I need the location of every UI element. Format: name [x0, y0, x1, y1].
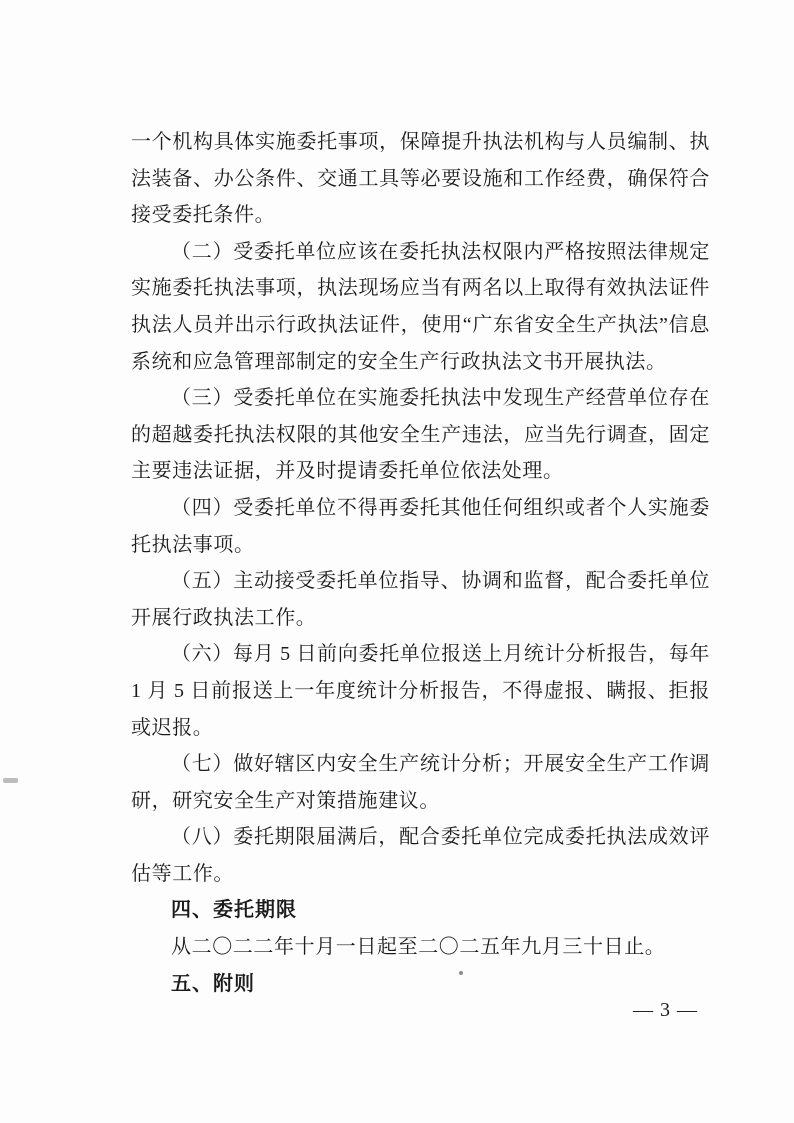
paragraph: （五）主动接受委托单位指导、协调和监督，配合委托单位开展行政执法工作。 — [131, 570, 710, 629]
paragraph: 一个机构具体实施委托事项，保障提升执法机构与人员编制、执法装备、办公条件、交通工具等必要设施和工作经费，确保符合接受委托条件。 — [131, 131, 710, 227]
section-heading: 四、委托期限 — [171, 899, 297, 922]
scan-artifact-smudge — [3, 778, 18, 783]
document-body — [131, 124, 710, 1002]
paragraph: （八）委托期限届满后，配合委托单位完成委托执法成效评估等工作。 — [131, 826, 710, 885]
paragraph: （二）受委托单位应该在委托执法权限内严格按照法律规定实施委托执法事项，执法现场应当有两名以上取得有效执法证件执法人员并出示行政执法证件，使用“广东省安全生产执法”信息系统和应急管理部制定的安全生产行政执法文书开展执法。 — [131, 240, 710, 373]
section-heading: 五、附则 — [171, 972, 255, 995]
paragraph: 从二〇二二年十月一日起至二〇二五年九月三十日止。 — [171, 936, 666, 959]
paragraph: （四）受委托单位不得再委托其他任何组织或者个人实施委托执法事项。 — [131, 496, 710, 556]
page-number: — 3 — — [633, 999, 698, 1021]
paragraph: （六）每月 5 日前向委托单位报送上月统计分析报告，每年 1 月 5 日前报送上一年度统计分析报告，不得虚报、瞒报、拒报或迟报。 — [131, 643, 710, 739]
scan-artifact-speck — [459, 971, 463, 975]
paragraph: （七）做好辖区内安全生产统计分析；开展安全生产工作调研，研究安全生产对策措施建议。 — [131, 753, 710, 812]
paragraph: （三）受委托单位在实施委托执法中发现生产经营单位存在的超越委托执法权限的其他安全生产违法，应当先行调查，固定主要违法证据，并及时提请委托单位依法处理。 — [131, 387, 710, 483]
